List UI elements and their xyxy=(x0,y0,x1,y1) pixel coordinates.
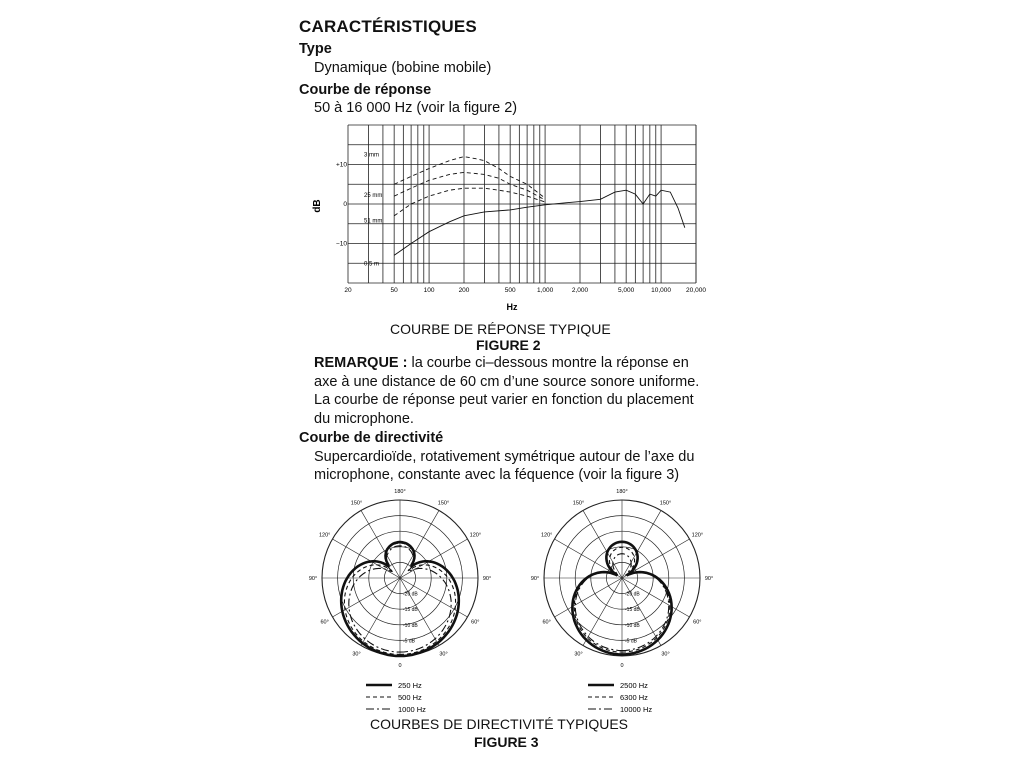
polar-spoke xyxy=(554,578,622,617)
chart-y-axis-label: dB xyxy=(312,199,323,213)
remark-line-4: du microphone. xyxy=(314,411,414,427)
legend-label: 2500 Hz xyxy=(620,681,648,690)
polar-angle-label: 150° xyxy=(659,500,672,507)
chart-tick-labels xyxy=(336,162,706,295)
y-tick-label: 0 xyxy=(343,201,347,208)
remark-line-3: La courbe de réponse peut varier en fonction du placement xyxy=(314,392,694,408)
polar-angle-label: 30° xyxy=(661,651,670,658)
frequency-response-chart xyxy=(300,118,740,318)
polar-ring-label: -5 dB xyxy=(403,638,415,645)
type-value: Dynamique (bobine mobile) xyxy=(314,60,492,76)
polar-angle-label: 180° xyxy=(394,489,406,495)
figure2-label: FIGURE 2 xyxy=(476,337,541,353)
type-label: Type xyxy=(299,41,332,57)
polar-ring-label: -20 dB xyxy=(403,591,418,598)
polar-angle-label: 150° xyxy=(437,500,450,507)
polar-angle-label: 0 xyxy=(398,663,402,669)
x-tick-label: 5,000 xyxy=(618,287,635,294)
polar-ring-label: -20 dB xyxy=(625,591,640,598)
series-label: 0.5 m xyxy=(364,261,380,268)
x-tick-label: 10,000 xyxy=(651,287,672,294)
remark-line-2: axe à une distance de 60 cm d’une source sonore uniforme. xyxy=(314,374,700,390)
polar-ring-label: -5 dB xyxy=(625,638,637,645)
directivity-line-1: Supercardioïde, rotativement symétrique autour de l’axe du xyxy=(314,449,695,465)
figure3-label: FIGURE 3 xyxy=(474,734,539,750)
series-label: 51 mm xyxy=(364,218,383,225)
legend-label: 500 Hz xyxy=(398,693,422,702)
x-tick-label: 20 xyxy=(344,287,352,294)
polar-angle-label: 60° xyxy=(693,619,702,626)
polar-angle-label: 120° xyxy=(540,532,553,539)
legend-label: 10000 Hz xyxy=(620,705,653,714)
legend-label: 6300 Hz xyxy=(620,693,648,702)
page-heading: CARACTÉRISTIQUES xyxy=(299,17,477,36)
polar-angle-label: 90° xyxy=(308,576,318,582)
x-tick-label: 500 xyxy=(504,287,516,294)
polar-angle-label: 0 xyxy=(620,663,624,669)
polar-angle-label: 60° xyxy=(471,619,480,626)
directivity-line-2: microphone, constante avec la féquence (voir la figure 3) xyxy=(314,467,680,483)
polar-grid xyxy=(322,500,478,656)
polar-angle-label: 60° xyxy=(320,619,329,626)
series-line xyxy=(394,172,545,200)
polar-angle-label: 120° xyxy=(469,532,482,539)
polar-spoke xyxy=(361,578,400,646)
polar-angle-label: 120° xyxy=(318,532,331,539)
chart-x-axis-label: Hz xyxy=(506,302,518,312)
series-label: 3 mm xyxy=(364,152,379,159)
polar-chart-high-frequencies xyxy=(522,488,722,720)
polar-angle-label: 90° xyxy=(530,576,540,582)
series-line xyxy=(394,157,545,199)
y-tick-label: −10 xyxy=(335,240,347,248)
y-tick-label: +10 xyxy=(335,161,347,169)
remark-line-1 xyxy=(314,355,689,371)
chart-series-labels xyxy=(364,153,382,268)
polar-grid xyxy=(544,500,700,656)
x-tick-label: 2,000 xyxy=(571,287,589,294)
polar-spoke xyxy=(583,578,622,646)
legend-label: 1000 Hz xyxy=(398,705,426,714)
remark-label: REMARQUE : xyxy=(314,355,408,371)
polar-angle-label: 180° xyxy=(616,489,628,495)
polar-angle-label: 150° xyxy=(572,500,585,507)
figure2-caption: COURBE DE RÉPONSE TYPIQUE xyxy=(390,321,611,337)
remark-text: la courbe ci–dessous montre la réponse en xyxy=(407,355,689,371)
polar-angle-label: 90° xyxy=(482,576,492,582)
chart-grid xyxy=(348,125,696,283)
polar-angle-label: 60° xyxy=(542,619,551,626)
polar-chart-low-frequencies xyxy=(300,488,500,720)
x-tick-label: 20,000 xyxy=(686,287,706,294)
polar-ring-label: -10 dB xyxy=(625,622,640,629)
polar-angle-label: 30° xyxy=(574,651,583,658)
response-label: Courbe de réponse xyxy=(299,82,432,98)
legend-label: 250 Hz xyxy=(398,681,422,690)
x-tick-label: 50 xyxy=(390,287,398,294)
x-tick-label: 1,000 xyxy=(536,287,554,294)
polar-ring-label: -10 dB xyxy=(403,622,418,629)
series-line xyxy=(394,188,545,216)
figure3-caption: COURBES DE DIRECTIVITÉ TYPIQUES xyxy=(370,716,629,732)
x-tick-label: 100 xyxy=(423,287,435,294)
polar-angle-label: 30° xyxy=(352,651,361,658)
series-label: 25 mm xyxy=(364,192,383,199)
polar-ring-label: -15 dB xyxy=(403,607,418,614)
polar-angle-label: 150° xyxy=(350,500,363,507)
polar-angle-label: 30° xyxy=(439,651,448,658)
directivity-label: Courbe de directivité xyxy=(299,430,444,446)
response-value: 50 à 16 000 Hz (voir la figure 2) xyxy=(314,100,518,116)
x-tick-label: 200 xyxy=(458,287,470,294)
polar-angle-label: 120° xyxy=(691,532,704,539)
polar-ring-label: -15 dB xyxy=(625,607,640,614)
polar-angle-label: 90° xyxy=(704,576,714,582)
